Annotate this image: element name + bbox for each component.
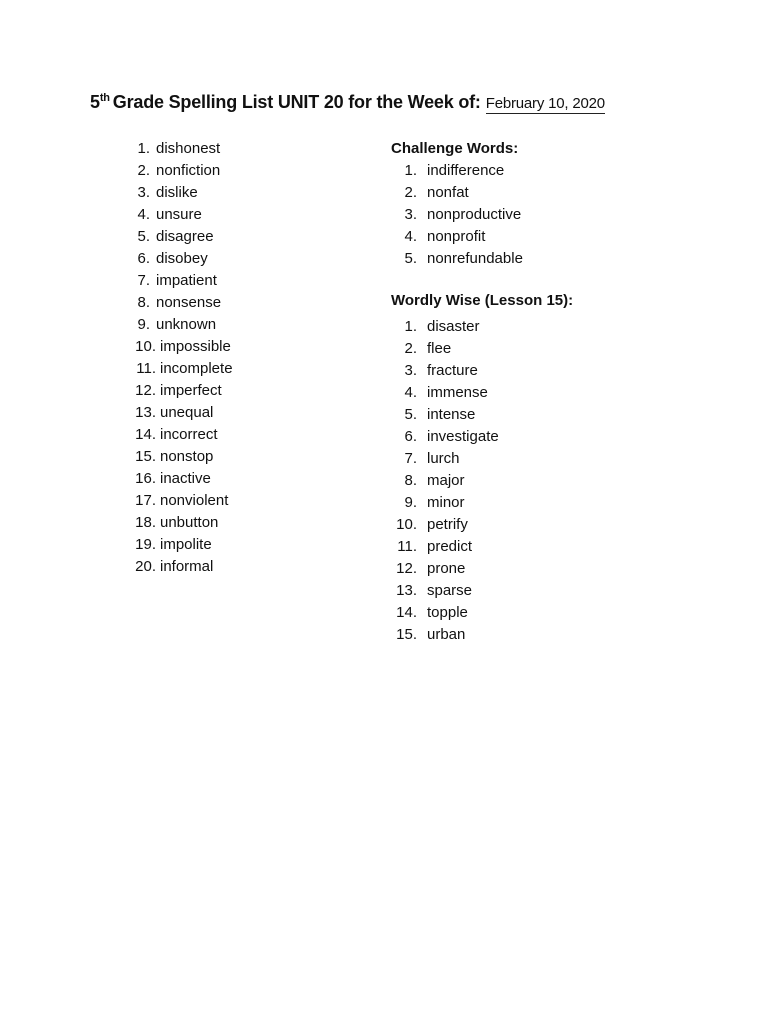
list-item-word: prone: [427, 560, 466, 577]
list-item-number: 17.: [135, 492, 156, 509]
spelling-word-item: [134, 358, 233, 380]
wordly-wise-item: [391, 404, 499, 426]
title-grade-suffix: th: [99, 92, 110, 104]
wordly-wise-item: [391, 558, 499, 580]
list-item-number: 13.: [396, 582, 417, 599]
list-item-word: nonstop: [160, 448, 214, 465]
spelling-word-item: [134, 226, 233, 248]
wordly-wise-item: [391, 360, 499, 382]
list-item-number: 13.: [135, 404, 156, 421]
spelling-word-list: [134, 138, 233, 578]
challenge-word-list: [391, 160, 523, 270]
spelling-word-item: [134, 160, 233, 182]
list-item-word: unsure: [156, 206, 202, 223]
list-item-word: dishonest: [156, 140, 221, 157]
spelling-word-item: [134, 138, 233, 160]
list-item-number: 6.: [404, 428, 417, 445]
spelling-word-item: [134, 402, 233, 424]
list-item-number: 4.: [404, 228, 417, 245]
list-item-word: impossible: [160, 338, 231, 355]
list-item-number: 10.: [135, 338, 156, 355]
list-item-number: 5.: [404, 406, 417, 423]
wordly-wise-item: [391, 426, 499, 448]
list-item-number: 12.: [396, 560, 417, 577]
wordly-wise-item: [391, 602, 499, 624]
list-item-word: disobey: [156, 250, 208, 267]
list-item-word: flee: [427, 340, 452, 357]
list-item-word: nonsense: [156, 294, 222, 311]
list-item-word: immense: [427, 384, 488, 401]
list-item-number: 2.: [404, 184, 417, 201]
spelling-word-item: [134, 380, 233, 402]
spelling-word-item: [134, 512, 233, 534]
spelling-word-item: [134, 204, 233, 226]
list-item-word: nonprofit: [427, 228, 486, 245]
list-item-word: nonrefundable: [427, 250, 523, 267]
list-item-number: 7.: [137, 272, 150, 289]
list-item-number: 3.: [137, 184, 150, 201]
spelling-word-item: [134, 446, 233, 468]
spelling-word-item: [134, 468, 233, 490]
list-item-word: topple: [427, 604, 468, 621]
list-item-number: 7.: [404, 450, 417, 467]
list-item-word: major: [427, 472, 465, 489]
spelling-word-item: [134, 270, 233, 292]
list-item-word: intense: [427, 406, 476, 423]
spelling-word-item: [134, 314, 233, 336]
list-item-word: disagree: [156, 228, 214, 245]
page-title: [90, 92, 605, 113]
list-item-word: nonfat: [427, 184, 469, 201]
spelling-word-item: [134, 182, 233, 204]
wordly-wise-item: [391, 448, 499, 470]
list-item-number: 2.: [137, 162, 150, 179]
list-item-word: lurch: [427, 450, 460, 467]
wordly-wise-list: [391, 316, 499, 646]
spelling-word-item: [134, 556, 233, 578]
spelling-word-item: [134, 248, 233, 270]
list-item-word: informal: [160, 558, 214, 575]
list-item-word: petrify: [427, 516, 468, 533]
list-item-number: 4.: [404, 384, 417, 401]
challenge-word-item: [391, 160, 523, 182]
list-item-number: 18.: [135, 514, 156, 531]
wordly-wise-item: [391, 470, 499, 492]
wordly-wise-item: [391, 338, 499, 360]
list-item-number: 11.: [397, 538, 417, 555]
list-item-number: 15.: [396, 626, 417, 643]
list-item-number: 6.: [137, 250, 150, 267]
list-item-number: 5.: [404, 250, 417, 267]
challenge-word-item: [391, 226, 523, 248]
list-item-number: 10.: [396, 516, 417, 533]
wordly-wise-item: [391, 316, 499, 338]
list-item-number: 20.: [135, 558, 156, 575]
list-item-word: nonproductive: [427, 206, 522, 223]
list-item-word: unequal: [160, 404, 214, 421]
list-item-word: fracture: [427, 362, 478, 379]
list-item-number: 14.: [396, 604, 417, 621]
challenge-word-item: [391, 204, 523, 226]
list-item-word: predict: [427, 538, 473, 555]
list-item-number: 8.: [137, 294, 150, 311]
list-item-word: sparse: [427, 582, 473, 599]
list-item-word: disaster: [427, 318, 480, 335]
list-item-word: nonfiction: [156, 162, 221, 179]
wordly-wise-item: [391, 382, 499, 404]
list-item-number: 15.: [135, 448, 156, 465]
spelling-word-item: [134, 490, 233, 512]
list-item-number: 1.: [404, 162, 417, 179]
list-item-word: incorrect: [160, 426, 218, 443]
wordly-wise-item: [391, 492, 499, 514]
list-item-number: 9.: [137, 316, 150, 333]
title-text: Grade Spelling List UNIT 20 for the Week of:: [112, 92, 481, 112]
list-item-word: indifference: [427, 162, 505, 179]
list-item-word: unbutton: [160, 514, 219, 531]
challenge-words-heading: Challenge Words:: [391, 140, 519, 157]
wordly-wise-item: [391, 536, 499, 558]
list-item-number: 4.: [137, 206, 150, 223]
list-item-word: dislike: [156, 184, 198, 201]
list-item-number: 3.: [404, 206, 417, 223]
list-item-word: investigate: [427, 428, 499, 445]
list-item-number: 5.: [137, 228, 150, 245]
list-item-number: 1.: [404, 318, 417, 335]
list-item-word: imperfect: [160, 382, 222, 399]
list-item-word: impatient: [156, 272, 217, 289]
list-item-number: 14.: [135, 426, 156, 443]
list-item-word: urban: [427, 626, 466, 643]
wordly-wise-item: [391, 580, 499, 602]
list-item-word: unknown: [156, 316, 217, 333]
list-item-number: 9.: [404, 494, 417, 511]
list-item-word: nonviolent: [160, 492, 229, 509]
challenge-word-item: [391, 182, 523, 204]
spelling-word-item: [134, 336, 233, 358]
list-item-number: 16.: [135, 470, 156, 487]
wordly-wise-item: [391, 624, 499, 646]
list-item-number: 1.: [137, 140, 150, 157]
spelling-word-item: [134, 292, 233, 314]
list-item-word: inactive: [160, 470, 211, 487]
list-item-number: 2.: [404, 340, 417, 357]
title-grade-number: 5: [90, 92, 100, 112]
list-item-word: minor: [427, 494, 465, 511]
list-item-word: impolite: [160, 536, 212, 553]
list-item-number: 8.: [404, 472, 417, 489]
spelling-word-item: [134, 534, 233, 556]
list-item-word: incomplete: [160, 360, 233, 377]
list-item-number: 11.: [136, 360, 156, 377]
list-item-number: 3.: [404, 362, 417, 379]
wordly-wise-item: [391, 514, 499, 536]
wordly-wise-heading: Wordly Wise (Lesson 15):: [391, 292, 574, 309]
list-item-number: 12.: [135, 382, 156, 399]
week-date: February 10, 2020: [485, 95, 605, 112]
challenge-word-item: [391, 248, 523, 270]
list-item-number: 19.: [135, 536, 156, 553]
spelling-word-item: [134, 424, 233, 446]
